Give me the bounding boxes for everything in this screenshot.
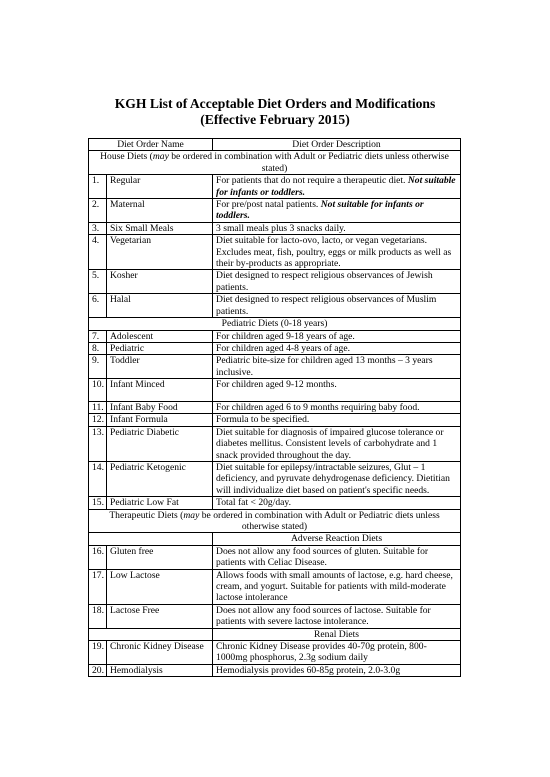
subsection-row-renal (89, 628, 461, 640)
diet-description: For children aged 9-18 years of age. (213, 330, 461, 342)
row-number: 15. (89, 497, 107, 509)
diet-name: Adolescent (107, 330, 213, 342)
row-number: 1. (89, 175, 107, 199)
diet-name: Low Lactose (107, 569, 213, 604)
section-row-house (89, 151, 461, 175)
diet-description: Diet suitable for epilepsy/intractable seizures, Glut – 1 deficiency, and pyruvate dehydrogenase deficiency. Dietitian will individualize diet based on patient's specific needs. (213, 461, 461, 496)
diet-description: Diet suitable for lacto-ovo, lacto, or vegan vegetarians. Excludes meat, fish, poultry, eggs or milk products as well as their by-products as appropriate. (213, 235, 461, 270)
section-row-pediatric (89, 318, 461, 330)
document-title (0, 96, 550, 128)
title-line-1: KGH List of Acceptable Diet Orders and Modifications (114, 96, 436, 111)
diet-name: Gluten free (107, 545, 213, 569)
table-row (89, 199, 461, 223)
diet-description: Diet designed to respect religious observances of Muslim patients. (213, 294, 461, 318)
diet-name: Lactose Free (107, 604, 213, 628)
table-row (89, 414, 461, 426)
row-number: 20. (89, 664, 107, 676)
table-row (89, 545, 461, 569)
diet-name: Chronic Kidney Disease (107, 641, 213, 665)
section-row-therapeutic (89, 509, 461, 533)
diet-description: For pre/post natal patients. Not suitable for infants or toddlers. (213, 199, 461, 223)
row-number: 9. (89, 355, 107, 379)
diet-description: For children aged 4-8 years of age. (213, 342, 461, 354)
diet-description: Does not allow any food sources of gluten. Suitable for patients with Celiac Disease. (213, 545, 461, 569)
table-row (89, 294, 461, 318)
table-row (89, 342, 461, 354)
table-header-row (89, 139, 461, 151)
table-row (89, 379, 461, 402)
diet-name: Six Small Meals (107, 222, 213, 234)
diet-name: Regular (107, 175, 213, 199)
diet-name: Infant Formula (107, 414, 213, 426)
table-row (89, 641, 461, 665)
row-number: 8. (89, 342, 107, 354)
table-row (89, 604, 461, 628)
diet-description: Chronic Kidney Disease provides 40-70g protein, 800-1000mg phosphorus, 2.3g sodium daily (213, 641, 461, 665)
diet-description: Diet suitable for diagnosis of impaired glucose tolerance or diabetes mellitus. Consistent levels of carbohydrate and 1 snack provided throughout the day. (213, 426, 461, 461)
diet-name: Vegetarian (107, 235, 213, 270)
diet-name: Pediatric (107, 342, 213, 354)
diet-description: Allows foods with small amounts of lactose, e.g. hard cheese, cream, and yogurt. Suitable for patients with mild-moderate lactose intolerance (213, 569, 461, 604)
row-number: 7. (89, 330, 107, 342)
row-number: 4. (89, 235, 107, 270)
table-row (89, 355, 461, 379)
table-row (89, 461, 461, 496)
diet-name: Kosher (107, 270, 213, 294)
diet-description: 3 small meals plus 3 snacks daily. (213, 222, 461, 234)
diet-description: For children aged 9-12 months. (213, 379, 461, 402)
row-number: 12. (89, 414, 107, 426)
diet-name: Pediatric Ketogenic (107, 461, 213, 496)
row-number: 18. (89, 604, 107, 628)
diet-name: Maternal (107, 199, 213, 223)
row-number: 17. (89, 569, 107, 604)
row-number: 5. (89, 270, 107, 294)
diet-description: Total fat < 20g/day. (213, 497, 461, 509)
table-row (89, 401, 461, 413)
table-row (89, 222, 461, 234)
title-line-2: (Effective February 2015) (200, 112, 350, 127)
section-house-diets: House Diets (may be ordered in combination with Adult or Pediatric diets unless otherwise stated) (89, 151, 461, 175)
diet-description: Diet designed to respect religious observances of Jewish patients. (213, 270, 461, 294)
diet-name: Pediatric Low Fat (107, 497, 213, 509)
table-row (89, 497, 461, 509)
table-row (89, 270, 461, 294)
header-diet-order-description: Diet Order Description (213, 139, 461, 151)
table-row (89, 330, 461, 342)
subsection-renal-diets: Renal Diets (213, 628, 461, 640)
row-number: 13. (89, 426, 107, 461)
table-row (89, 235, 461, 270)
section-pediatric-diets: Pediatric Diets (0-18 years) (89, 318, 461, 330)
subsection-adverse-reaction-diets: Adverse Reaction Diets (213, 533, 461, 545)
row-number: 2. (89, 199, 107, 223)
row-number: 6. (89, 294, 107, 318)
row-number: 19. (89, 641, 107, 665)
subsection-row-adverse (89, 533, 461, 545)
header-diet-order-name: Diet Order Name (89, 139, 213, 151)
diet-description: Formula to be specified. (213, 414, 461, 426)
table-row (89, 426, 461, 461)
diet-name: Hemodialysis (107, 664, 213, 676)
row-number: 14. (89, 461, 107, 496)
row-number: 16. (89, 545, 107, 569)
table-row (89, 175, 461, 199)
diet-name: Infant Minced (107, 379, 213, 402)
diet-description: Pediatric bite-size for children aged 13 months – 3 years inclusive. (213, 355, 461, 379)
table-row (89, 569, 461, 604)
diet-orders-table (88, 138, 461, 677)
diet-name: Infant Baby Food (107, 401, 213, 413)
table-row (89, 664, 461, 676)
diet-description: For children aged 6 to 9 months requiring baby food. (213, 401, 461, 413)
diet-name: Halal (107, 294, 213, 318)
diet-description: Hemodialysis provides 60-85g protein, 2.0-3.0g (213, 664, 461, 676)
diet-description: Does not allow any food sources of lactose. Suitable for patients with severe lactose intolerance. (213, 604, 461, 628)
diet-name: Pediatric Diabetic (107, 426, 213, 461)
row-number: 11. (89, 401, 107, 413)
diet-description: For patients that do not require a therapeutic diet. Not suitable for infants or toddlers. (213, 175, 461, 199)
diet-name: Toddler (107, 355, 213, 379)
row-number: 3. (89, 222, 107, 234)
section-therapeutic-diets: Therapeutic Diets (may be ordered in combination with Adult or Pediatric diets unless otherwise stated) (89, 509, 461, 533)
row-number: 10. (89, 379, 107, 402)
